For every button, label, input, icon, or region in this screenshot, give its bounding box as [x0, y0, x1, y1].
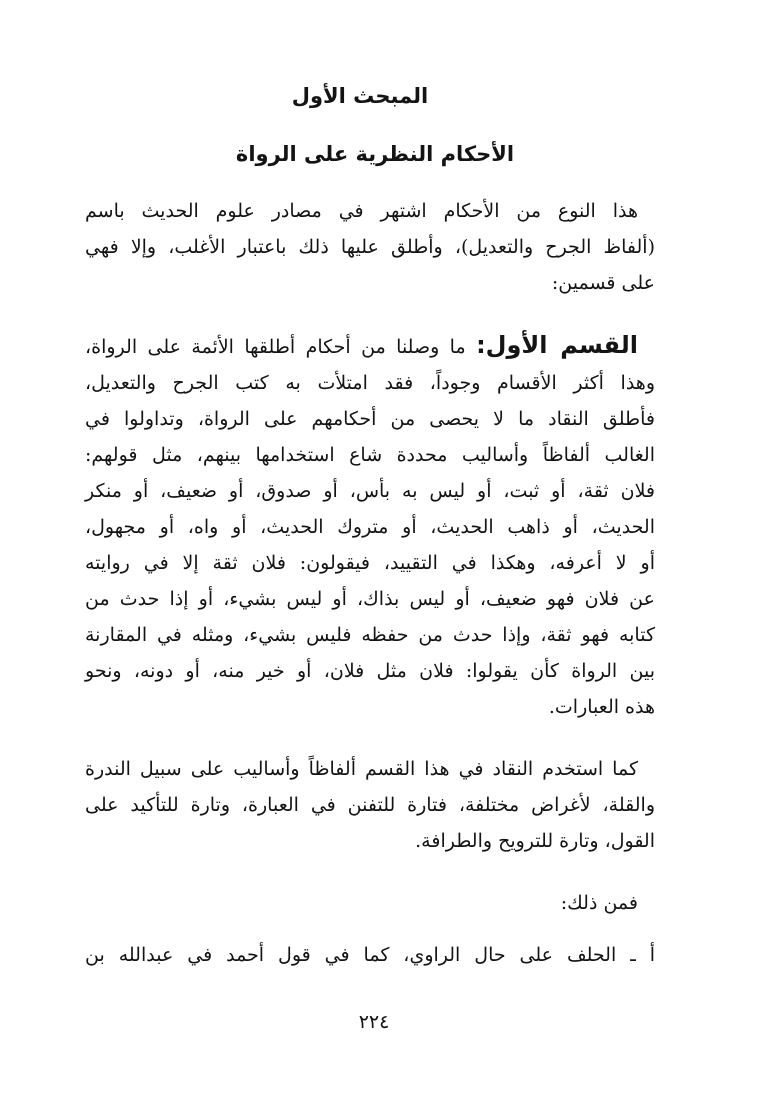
- paragraph-2-line-4: الغالب ألفاظاً وأساليب محددة شاع استخدامها بينهم، مثل قولهم:: [85, 444, 655, 466]
- paragraph-3-line-3: القول، وتارة للترويح والطرافة.: [415, 830, 655, 852]
- section-heading: المبحث الأول: [291, 84, 429, 108]
- paragraph-4-line-1: فمن ذلك:: [560, 892, 638, 914]
- paragraph-2-line-3: فأطلق النقاد ما لا يحصى من أحكامهم على الرواة، وتداولوا في: [85, 408, 655, 430]
- paragraph-1-line-3: على قسمين:: [551, 272, 655, 294]
- paragraph-2-line-10: بين الرواة كأن يقولوا: فلان مثل فلان، أو خير منه، أو دونه، ونحو: [85, 660, 655, 682]
- paragraph-3-line-2: والقلة، لأغراض مختلفة، فتارة للتفنن في العبارة، وتارة للتأكيد على: [85, 794, 655, 816]
- paragraph-2-line-1-text: ما وصلنا من أحكام أطلقها الأئمة على الرواة،: [85, 336, 466, 358]
- paragraph-2-line-9: كتابه فهو ثقة، وإذا حدث من حفظه فليس بشيء، ومثله في المقارنة: [85, 624, 655, 646]
- paragraph-2-line-6: الحديث، أو ذاهب الحديث، أو متروك الحديث، أو واه، أو مجهول،: [85, 516, 655, 538]
- paragraph-2-line-5: فلان ثقة، أو ثبت، أو ليس به بأس، أو صدوق، أو ضعيف، أو منكر: [85, 480, 655, 502]
- paragraph-2-line-1: [85, 330, 638, 362]
- paragraph-2-line-2: وهذا أكثر الأقسام وجوداً، فقد امتلأت به كتب الجرح والتعديل،: [85, 372, 655, 394]
- paragraph-2-line-8: عن فلان فهو ضعيف، أو ليس بذاك، أو ليس بشيء، أو إذا حدث من: [85, 588, 655, 610]
- paragraph-1-line-1: هذا النوع من الأحكام اشتهر في مصادر علوم الحديث باسم: [85, 200, 638, 222]
- paragraph-2-line-11: هذه العبارات.: [548, 696, 655, 718]
- paragraph-1-line-2: (ألفاظ الجرح والتعديل)، وأطلق عليها ذلك باعتبار الأغلب، وإلا فهي: [85, 236, 655, 258]
- section-lead-label: القسم الأول:: [476, 331, 638, 359]
- page-title: الأحكام النظرية على الرواة: [235, 142, 515, 166]
- paragraph-5-line-1: أ ـ الحلف على حال الراوي، كما في قول أحمد في عبدالله بن: [85, 944, 655, 966]
- page-number: ٢٢٤: [358, 1011, 390, 1033]
- paragraph-3-line-1: كما استخدم النقاد في هذا القسم ألفاظاً وأساليب على سبيل الندرة: [85, 758, 638, 780]
- paragraph-2-line-7: أو لا أعرفه، وهكذا في التقييد، فيقولون: فلان ثقة إلا في روايته: [85, 552, 655, 574]
